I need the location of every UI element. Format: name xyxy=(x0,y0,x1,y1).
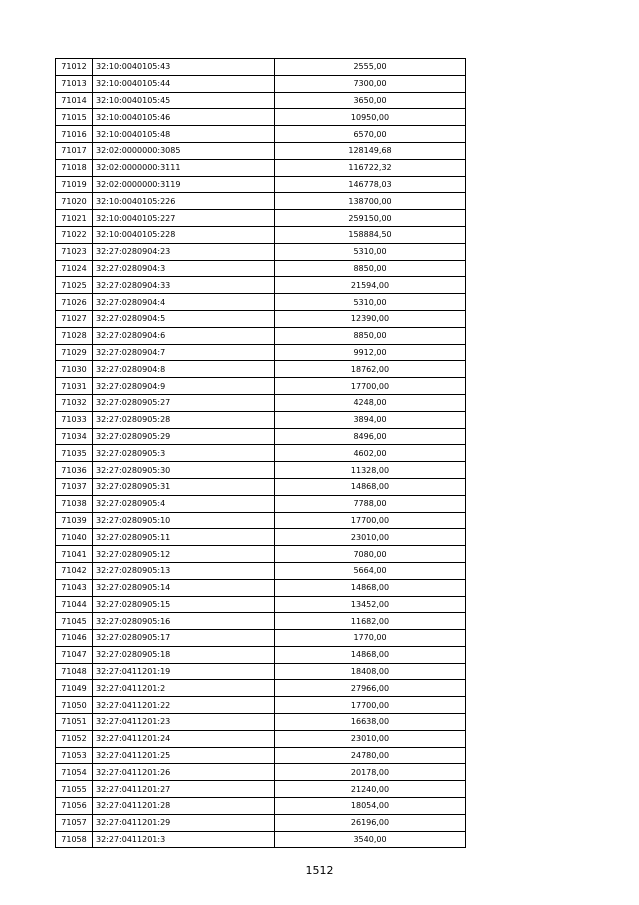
table-row xyxy=(56,579,466,596)
row-number-cell: 71056 xyxy=(56,798,93,815)
row-number-cell: 71033 xyxy=(56,411,93,428)
value-cell: 158884,50 xyxy=(275,226,466,243)
row-number-cell: 71027 xyxy=(56,310,93,327)
cadastral-number-cell: 32:10:0040105:227 xyxy=(93,210,275,227)
value-cell: 18408,00 xyxy=(275,663,466,680)
value-cell: 8850,00 xyxy=(275,260,466,277)
cadastral-number-cell: 32:27:0411201:24 xyxy=(93,730,275,747)
row-number-cell: 71041 xyxy=(56,546,93,563)
table-row xyxy=(56,831,466,848)
row-number-cell: 71016 xyxy=(56,126,93,143)
cadastral-number-cell: 32:27:0411201:22 xyxy=(93,697,275,714)
table-row xyxy=(56,92,466,109)
cadastral-number-cell: 32:27:0280905:31 xyxy=(93,478,275,495)
row-number-cell: 71054 xyxy=(56,764,93,781)
cadastral-number-cell: 32:27:0280904:4 xyxy=(93,294,275,311)
value-cell: 5310,00 xyxy=(275,294,466,311)
cadastral-number-cell: 32:27:0280904:23 xyxy=(93,243,275,260)
cadastral-number-cell: 32:27:0280904:5 xyxy=(93,310,275,327)
row-number-cell: 71039 xyxy=(56,512,93,529)
row-number-cell: 71042 xyxy=(56,562,93,579)
cadastral-number-cell: 32:10:0040105:228 xyxy=(93,226,275,243)
value-cell: 23010,00 xyxy=(275,730,466,747)
cadastral-number-cell: 32:27:0280905:14 xyxy=(93,579,275,596)
table-row xyxy=(56,697,466,714)
row-number-cell: 71029 xyxy=(56,344,93,361)
table-row xyxy=(56,294,466,311)
value-cell: 8850,00 xyxy=(275,327,466,344)
value-cell: 17700,00 xyxy=(275,697,466,714)
value-cell: 21594,00 xyxy=(275,277,466,294)
value-cell: 17700,00 xyxy=(275,512,466,529)
value-cell: 27966,00 xyxy=(275,680,466,697)
value-cell: 9912,00 xyxy=(275,344,466,361)
value-cell: 26196,00 xyxy=(275,814,466,831)
table-row xyxy=(56,646,466,663)
value-cell: 12390,00 xyxy=(275,310,466,327)
value-cell: 14868,00 xyxy=(275,478,466,495)
cadastral-number-cell: 32:27:0411201:29 xyxy=(93,814,275,831)
table-row xyxy=(56,630,466,647)
row-number-cell: 71045 xyxy=(56,613,93,630)
table-row xyxy=(56,814,466,831)
table-row xyxy=(56,59,466,76)
cadastral-number-cell: 32:27:0280905:18 xyxy=(93,646,275,663)
value-cell: 20178,00 xyxy=(275,764,466,781)
cadastral-number-cell: 32:10:0040105:43 xyxy=(93,59,275,76)
value-cell: 146778,03 xyxy=(275,176,466,193)
table-row xyxy=(56,378,466,395)
cadastral-number-cell: 32:02:0000000:3085 xyxy=(93,142,275,159)
row-number-cell: 71017 xyxy=(56,142,93,159)
row-number-cell: 71030 xyxy=(56,361,93,378)
cadastral-number-cell: 32:27:0411201:27 xyxy=(93,781,275,798)
value-cell: 4248,00 xyxy=(275,394,466,411)
cadastral-number-cell: 32:27:0280905:3 xyxy=(93,445,275,462)
value-cell: 3540,00 xyxy=(275,831,466,848)
row-number-cell: 71034 xyxy=(56,428,93,445)
value-cell: 8496,00 xyxy=(275,428,466,445)
table-body xyxy=(56,59,466,848)
cadastral-number-cell: 32:10:0040105:48 xyxy=(93,126,275,143)
cadastral-number-cell: 32:27:0280905:28 xyxy=(93,411,275,428)
cadastral-number-cell: 32:27:0411201:25 xyxy=(93,747,275,764)
cadastral-number-cell: 32:27:0411201:28 xyxy=(93,798,275,815)
value-cell: 21240,00 xyxy=(275,781,466,798)
table-row xyxy=(56,193,466,210)
cadastral-number-cell: 32:27:0280905:17 xyxy=(93,630,275,647)
table-row xyxy=(56,109,466,126)
row-number-cell: 71053 xyxy=(56,747,93,764)
table-row xyxy=(56,747,466,764)
row-number-cell: 71048 xyxy=(56,663,93,680)
row-number-cell: 71037 xyxy=(56,478,93,495)
cadastral-number-cell: 32:27:0280905:27 xyxy=(93,394,275,411)
value-cell: 7080,00 xyxy=(275,546,466,563)
cadastral-number-cell: 32:27:0280905:4 xyxy=(93,495,275,512)
value-cell: 3894,00 xyxy=(275,411,466,428)
table-row xyxy=(56,260,466,277)
table-row xyxy=(56,176,466,193)
table-row xyxy=(56,798,466,815)
table-row xyxy=(56,478,466,495)
row-number-cell: 71022 xyxy=(56,226,93,243)
row-number-cell: 71043 xyxy=(56,579,93,596)
value-cell: 116722,32 xyxy=(275,159,466,176)
table-row xyxy=(56,663,466,680)
value-cell: 18762,00 xyxy=(275,361,466,378)
value-cell: 4602,00 xyxy=(275,445,466,462)
cadastral-number-cell: 32:27:0280904:6 xyxy=(93,327,275,344)
value-cell: 5664,00 xyxy=(275,562,466,579)
page-number: 1512 xyxy=(305,864,334,877)
table-row xyxy=(56,361,466,378)
value-cell: 1770,00 xyxy=(275,630,466,647)
table-row xyxy=(56,344,466,361)
cadastral-value-table xyxy=(55,58,466,848)
row-number-cell: 71044 xyxy=(56,596,93,613)
table-row xyxy=(56,394,466,411)
cadastral-number-cell: 32:10:0040105:226 xyxy=(93,193,275,210)
value-cell: 23010,00 xyxy=(275,529,466,546)
value-cell: 2555,00 xyxy=(275,59,466,76)
table-row xyxy=(56,142,466,159)
value-cell: 10950,00 xyxy=(275,109,466,126)
cadastral-number-cell: 32:27:0280904:8 xyxy=(93,361,275,378)
cadastral-number-cell: 32:27:0280904:7 xyxy=(93,344,275,361)
table-row xyxy=(56,462,466,479)
value-cell: 17700,00 xyxy=(275,378,466,395)
cadastral-number-cell: 32:27:0280905:11 xyxy=(93,529,275,546)
table-row xyxy=(56,226,466,243)
value-cell: 24780,00 xyxy=(275,747,466,764)
value-cell: 138700,00 xyxy=(275,193,466,210)
row-number-cell: 71047 xyxy=(56,646,93,663)
cadastral-number-cell: 32:10:0040105:46 xyxy=(93,109,275,126)
table-row xyxy=(56,277,466,294)
cadastral-number-cell: 32:27:0411201:23 xyxy=(93,714,275,731)
cadastral-number-cell: 32:27:0280904:3 xyxy=(93,260,275,277)
cadastral-number-cell: 32:27:0411201:26 xyxy=(93,764,275,781)
table-row xyxy=(56,159,466,176)
table-row xyxy=(56,613,466,630)
cadastral-number-cell: 32:27:0280905:15 xyxy=(93,596,275,613)
value-cell: 18054,00 xyxy=(275,798,466,815)
value-cell: 11328,00 xyxy=(275,462,466,479)
row-number-cell: 71036 xyxy=(56,462,93,479)
row-number-cell: 71058 xyxy=(56,831,93,848)
cadastral-number-cell: 32:10:0040105:44 xyxy=(93,75,275,92)
row-number-cell: 71021 xyxy=(56,210,93,227)
cadastral-number-cell: 32:10:0040105:45 xyxy=(93,92,275,109)
cadastral-number-cell: 32:27:0280905:10 xyxy=(93,512,275,529)
table-row xyxy=(56,781,466,798)
cadastral-number-cell: 32:27:0280905:29 xyxy=(93,428,275,445)
row-number-cell: 71028 xyxy=(56,327,93,344)
cadastral-number-cell: 32:27:0280904:33 xyxy=(93,277,275,294)
table-row xyxy=(56,562,466,579)
row-number-cell: 71019 xyxy=(56,176,93,193)
row-number-cell: 71046 xyxy=(56,630,93,647)
value-cell: 13452,00 xyxy=(275,596,466,613)
row-number-cell: 71013 xyxy=(56,75,93,92)
table-row xyxy=(56,730,466,747)
cadastral-number-cell: 32:27:0280904:9 xyxy=(93,378,275,395)
row-number-cell: 71012 xyxy=(56,59,93,76)
cadastral-number-cell: 32:02:0000000:3119 xyxy=(93,176,275,193)
table-row xyxy=(56,445,466,462)
row-number-cell: 71038 xyxy=(56,495,93,512)
cadastral-number-cell: 32:27:0411201:19 xyxy=(93,663,275,680)
value-cell: 3650,00 xyxy=(275,92,466,109)
table-row xyxy=(56,411,466,428)
value-cell: 7788,00 xyxy=(275,495,466,512)
table-row xyxy=(56,310,466,327)
row-number-cell: 71023 xyxy=(56,243,93,260)
table-row xyxy=(56,764,466,781)
value-cell: 14868,00 xyxy=(275,646,466,663)
table-row xyxy=(56,546,466,563)
value-cell: 259150,00 xyxy=(275,210,466,227)
row-number-cell: 71057 xyxy=(56,814,93,831)
row-number-cell: 71055 xyxy=(56,781,93,798)
value-cell: 6570,00 xyxy=(275,126,466,143)
row-number-cell: 71052 xyxy=(56,730,93,747)
row-number-cell: 71031 xyxy=(56,378,93,395)
row-number-cell: 71025 xyxy=(56,277,93,294)
cadastral-number-cell: 32:27:0280905:13 xyxy=(93,562,275,579)
table-row xyxy=(56,126,466,143)
cadastral-number-cell: 32:27:0411201:3 xyxy=(93,831,275,848)
cadastral-number-cell: 32:27:0280905:12 xyxy=(93,546,275,563)
cadastral-number-cell: 32:27:0280905:16 xyxy=(93,613,275,630)
row-number-cell: 71049 xyxy=(56,680,93,697)
row-number-cell: 71015 xyxy=(56,109,93,126)
value-cell: 16638,00 xyxy=(275,714,466,731)
table-row xyxy=(56,680,466,697)
table-row xyxy=(56,327,466,344)
value-cell: 14868,00 xyxy=(275,579,466,596)
table-row xyxy=(56,714,466,731)
cadastral-number-cell: 32:27:0280905:30 xyxy=(93,462,275,479)
value-cell: 5310,00 xyxy=(275,243,466,260)
row-number-cell: 71040 xyxy=(56,529,93,546)
value-cell: 7300,00 xyxy=(275,75,466,92)
table-row xyxy=(56,428,466,445)
table-row xyxy=(56,75,466,92)
row-number-cell: 71020 xyxy=(56,193,93,210)
table-row xyxy=(56,495,466,512)
table-row xyxy=(56,243,466,260)
value-cell: 11682,00 xyxy=(275,613,466,630)
row-number-cell: 71032 xyxy=(56,394,93,411)
cadastral-number-cell: 32:02:0000000:3111 xyxy=(93,159,275,176)
row-number-cell: 71024 xyxy=(56,260,93,277)
cadastral-number-cell: 32:27:0411201:2 xyxy=(93,680,275,697)
table-row xyxy=(56,596,466,613)
value-cell: 128149,68 xyxy=(275,142,466,159)
row-number-cell: 71018 xyxy=(56,159,93,176)
row-number-cell: 71051 xyxy=(56,714,93,731)
table-row xyxy=(56,529,466,546)
row-number-cell: 71035 xyxy=(56,445,93,462)
row-number-cell: 71050 xyxy=(56,697,93,714)
table-row xyxy=(56,210,466,227)
row-number-cell: 71026 xyxy=(56,294,93,311)
table-row xyxy=(56,512,466,529)
row-number-cell: 71014 xyxy=(56,92,93,109)
